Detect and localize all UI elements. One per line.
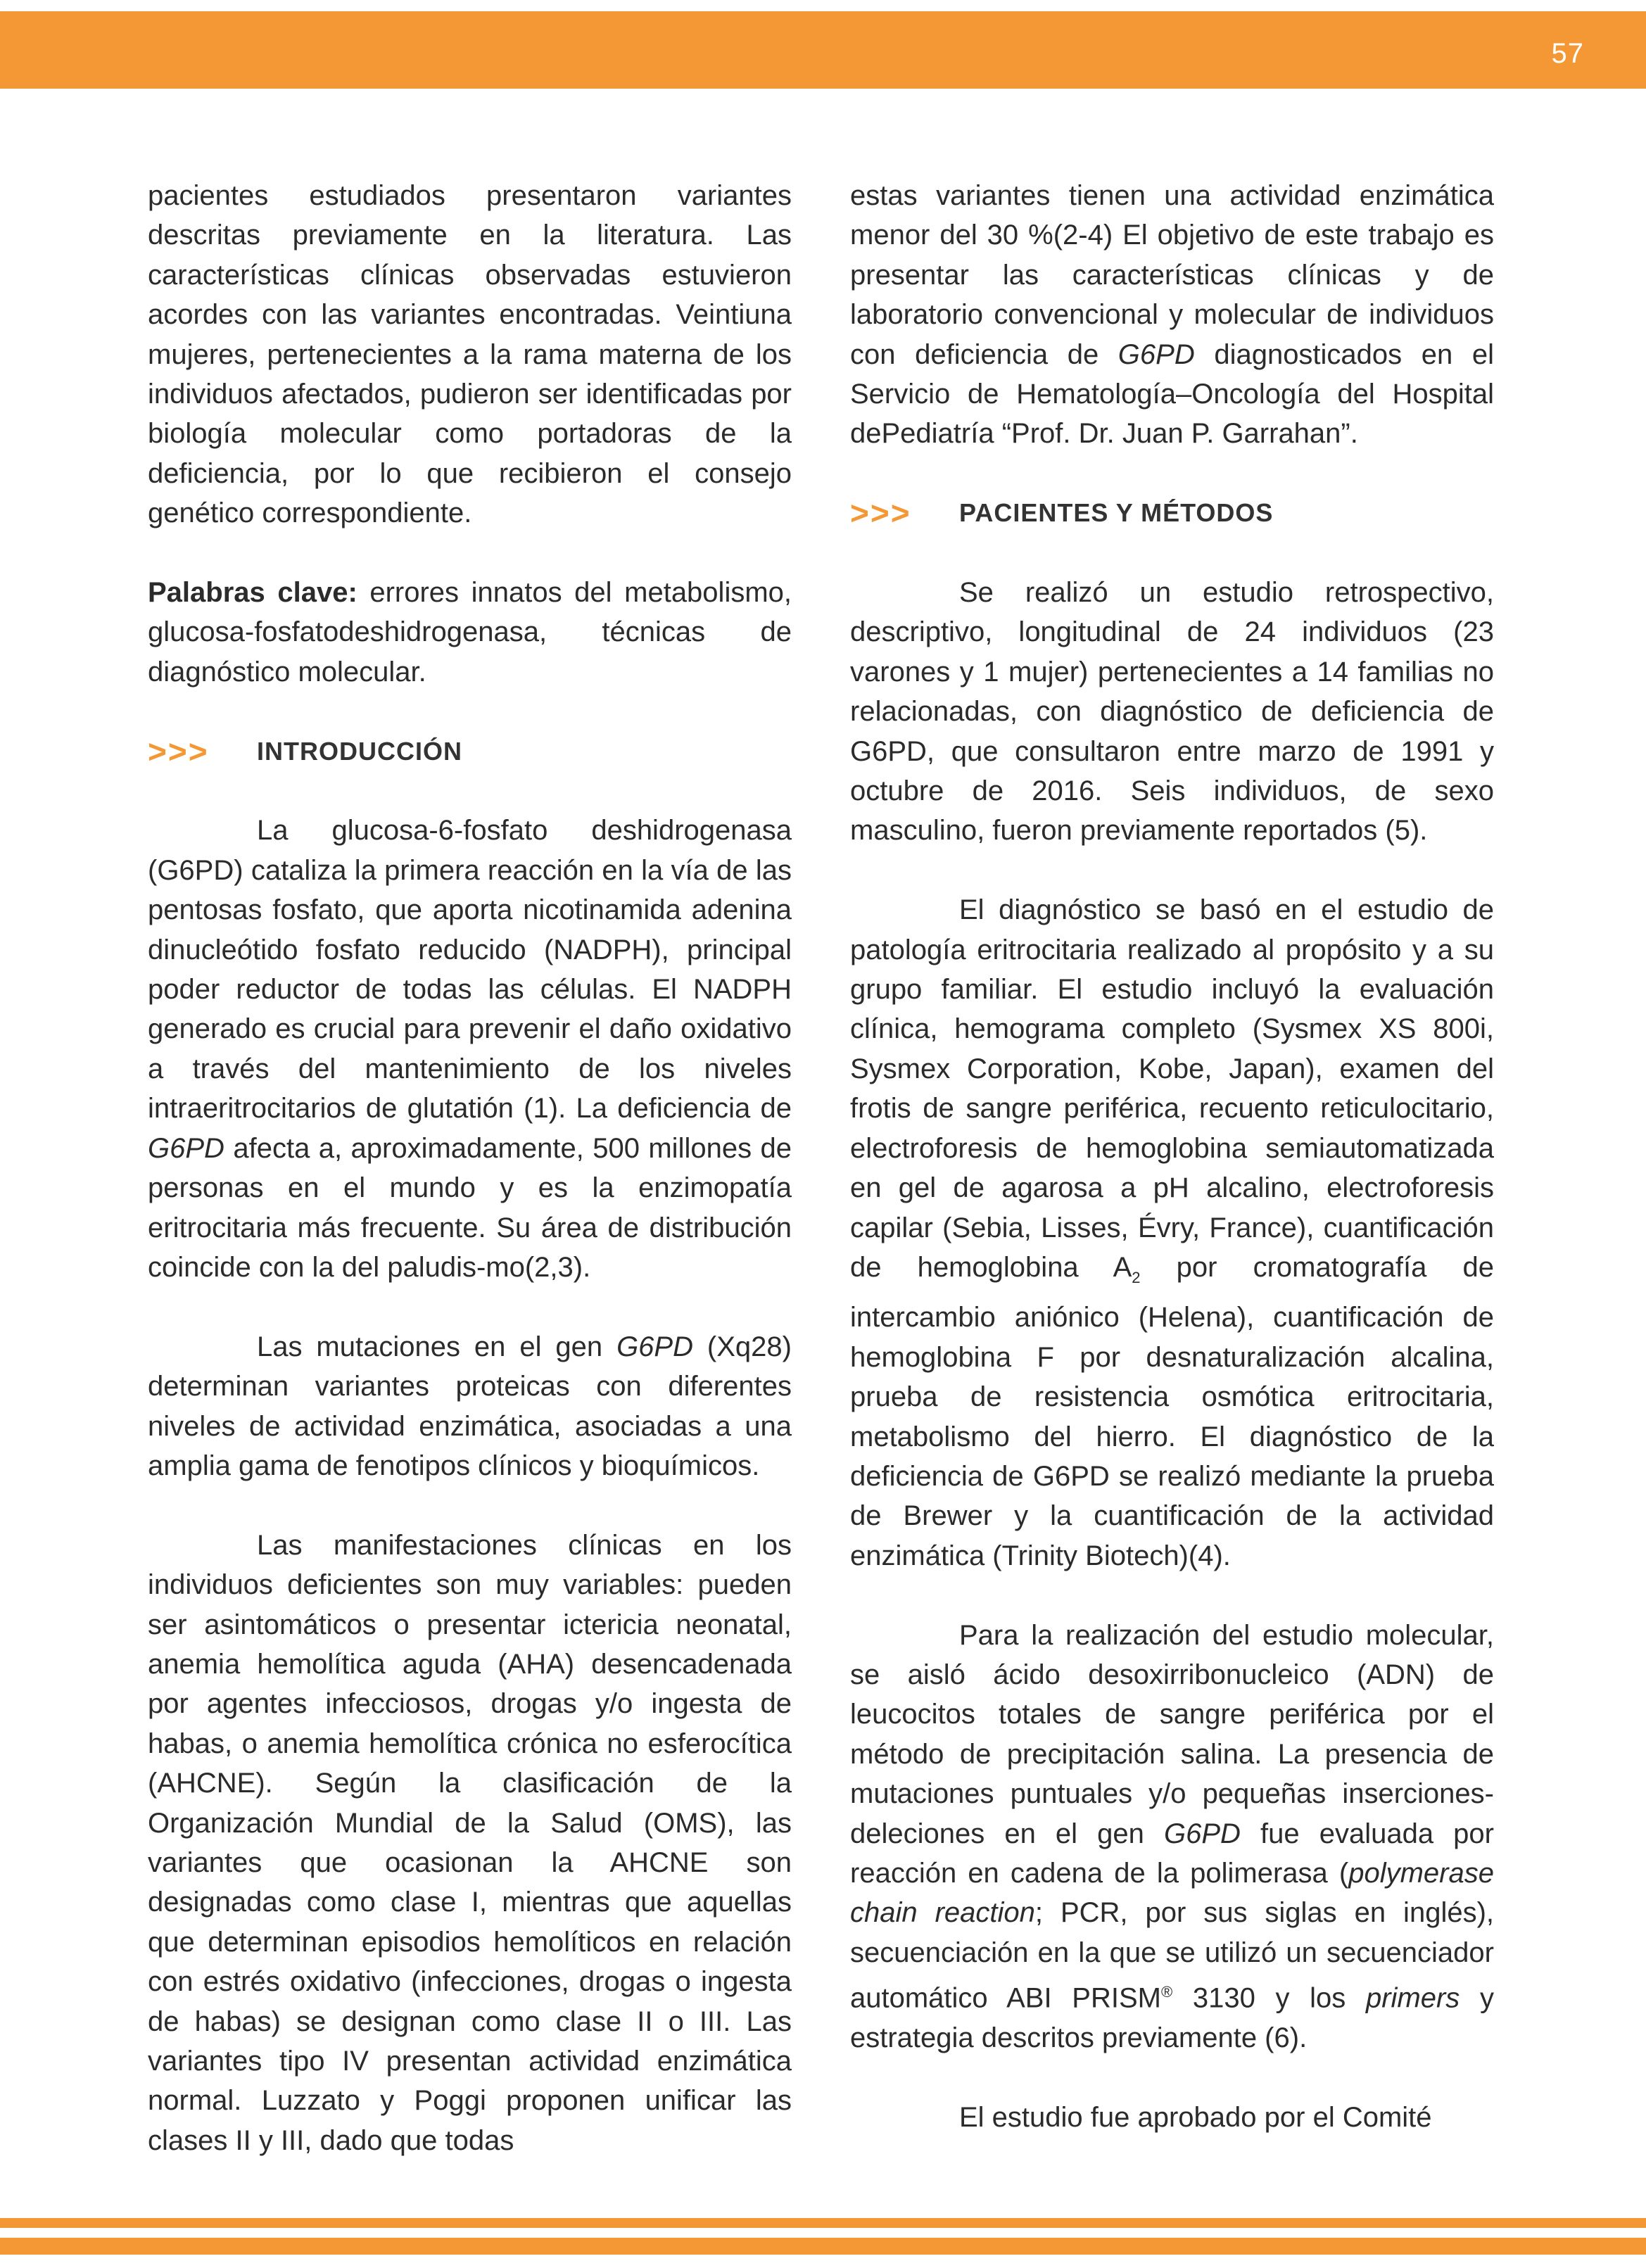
text-run: Las mutaciones en el gen bbox=[257, 1331, 617, 1362]
section-heading-introduccion bbox=[148, 732, 792, 771]
italic-term: polymerase chain reaction bbox=[850, 1857, 1494, 1929]
text-run: Para la realización del estudio molecular, se aisló ácido desoxirribonucleico (ADN) de leucocitos totales de sangre periférica por el método de precipitación salina. La presencia de mutaciones puntuales y/o pequeñas inserciones-deleciones en el gen bbox=[850, 1619, 1494, 1849]
methods-paragraph-2 bbox=[850, 890, 1494, 1576]
text-run: estas variantes tienen una actividad enzimática menor del 30 %(2-4) El objetivo de este trabajo es presentar las características clínicas y de laboratorio convencional y molecular de individuos con deficiencia de bbox=[850, 180, 1494, 370]
gene-name: G6PD bbox=[148, 1132, 224, 1164]
intro-paragraph-1 bbox=[148, 811, 792, 1287]
text-run: diagnosticados en el Servicio de Hematología–Oncología del Hospital dePediatría “Prof. Dr. Juan P. Garrahan”. bbox=[850, 338, 1494, 450]
methods-paragraph-4: El estudio fue aprobado por el Comité bbox=[959, 2101, 1432, 2133]
section-heading-pacientes-metodos bbox=[850, 493, 1494, 533]
keywords-paragraph bbox=[148, 573, 792, 692]
keywords-text: errores innatos del metabolismo, glucosa-fosfatodeshidrogenasa, técnicas de diagnóstico molecular. bbox=[148, 577, 792, 688]
page-number: 57 bbox=[1551, 38, 1584, 69]
methods-paragraph-3 bbox=[850, 1616, 1494, 2058]
italic-term: primers bbox=[1365, 1982, 1460, 2014]
keywords-label: Palabras clave: bbox=[148, 577, 357, 609]
text-run: La glucosa-6-fosfato deshidrogenasa (G6PD) cataliza la primera reacción en la vía de las pentosas fosfato, que aporta nicotinamida adenina dinucleótido fosfato reducido (NADPH), principal poder reductor de todas las células. El NADPH generado es crucial para prevenir el daño oxidativo a través del mantenimiento de los niveles intraeritrocitarios de glutatión (1). La deficiencia de bbox=[148, 815, 792, 1125]
text-run: El diagnóstico se basó en el estudio de patología eritrocitaria realizado al propósito y a su grupo familiar. El estudio incluyó la evaluación clínica, hemograma completo (Sysmex XS 800i, Sysmex Corporation, Kobe, Japan), examen del frotis de sangre periférica, recuento reticulocitario, electroforesis de hemoglobina semiautomatizada en gel de agarosa a pH alcalino, electroforesis capilar (Sebia, Lisses, Évry, France), cuantificación de hemoglobina A bbox=[850, 894, 1494, 1283]
objective-paragraph bbox=[850, 176, 1494, 454]
section-arrows-icon: >>> bbox=[850, 495, 911, 532]
text-run: ; PCR, por sus siglas en inglés), secuenciación en la que se utilizó un secuenciador automático ABI PRISM bbox=[850, 1897, 1495, 2014]
registered-mark: ® bbox=[1160, 1983, 1173, 2001]
text-run: por cromatografía de intercambio aniónico (Helena), cuantificación de hemoglobina F por desnaturalización alcalina, prueba de resistencia osmótica eritrocitaria, metabolismo del hierro. El diagnóstico de la deficiencia de G6PD se realizó mediante la prueba de Brewer y la cuantificación de la actividad enzimática (Trinity Biotech)(4). bbox=[850, 1251, 1494, 1571]
text-run: (Xq28) determinan variantes proteicas con diferentes niveles de actividad enzimática, asociadas a una amplia gama de fenotipos clínicos y bioquímicos. bbox=[148, 1331, 792, 1481]
header-bar bbox=[0, 11, 1646, 89]
intro-paragraph-2 bbox=[148, 1327, 792, 1486]
text-run: afecta a, aproximadamente, 500 millones de personas en el mundo y es la enzimopatía eritrocitaria más frecuente. Su área de distribución coincide con la del paludis-mo(2,3). bbox=[148, 1132, 792, 1283]
gene-name: G6PD bbox=[1118, 338, 1195, 370]
text-run: y estrategia descritos previamente (6). bbox=[850, 1982, 1494, 2053]
right-column bbox=[850, 176, 1494, 2137]
section-title: INTRODUCCIÓN bbox=[257, 736, 462, 766]
subscript: 2 bbox=[1132, 1268, 1141, 1286]
footer-bar bbox=[0, 2238, 1646, 2255]
section-title: PACIENTES Y MÉTODOS bbox=[959, 498, 1274, 528]
gene-name: G6PD bbox=[1164, 1818, 1241, 1849]
intro-paragraph-3: Las manifestaciones clínicas en los individuos deficientes son muy variables: pueden ser asintomáticos o presentar ictericia neonatal, anemia hemolítica aguda (AHA) desencadenada por agentes infecciosos, drogas y/o ingesta de habas, o anemia hemolítica crónica no esferocítica (AHCNE). Según la clasificación de la Organización Mundial de la Salud (OMS), las variantes que ocasionan la AHCNE son designadas como clase I, mientras que aquellas que determinan episodios hemolíticos en relación con estrés oxidativo (infecciones, drogas o ingesta de habas) se designan como clase II o III. Las variantes tipo IV presentan actividad enzimática normal. Luzzato y Poggi proponen unificar las clases II y III, dado que todas bbox=[148, 1529, 792, 2156]
methods-paragraph-1: Se realizó un estudio retrospectivo, descriptivo, longitudinal de 24 individuos (23 varones y 1 mujer) pertenecientes a 14 familias no relacionadas, con diagnóstico de deficiencia de G6PD, que consultaron entre marzo de 1991 y octubre de 2016. Seis individuos, de sexo masculino, fueron previamente reportados (5). bbox=[850, 577, 1494, 847]
abstract-end-paragraph: pacientes estudiados presentaron variantes descritas previamente en la literatura. Las características clínicas observadas estuvieron acordes con las variantes encontradas. Veintiuna mujeres, pertenecientes a la rama materna de los individuos afectados, pudieron ser identificadas por biología molecular como portadoras de la deficiencia, por lo que recibieron el consejo genético correspondiente. bbox=[148, 180, 792, 529]
footer-rule bbox=[0, 2218, 1646, 2228]
text-run: fue evaluada por reacción en cadena de la polimerasa ( bbox=[850, 1818, 1494, 1889]
section-arrows-icon: >>> bbox=[148, 733, 209, 770]
gene-name: G6PD bbox=[616, 1331, 693, 1362]
left-column bbox=[148, 176, 792, 2160]
text-run: 3130 y los bbox=[1172, 1982, 1366, 2014]
